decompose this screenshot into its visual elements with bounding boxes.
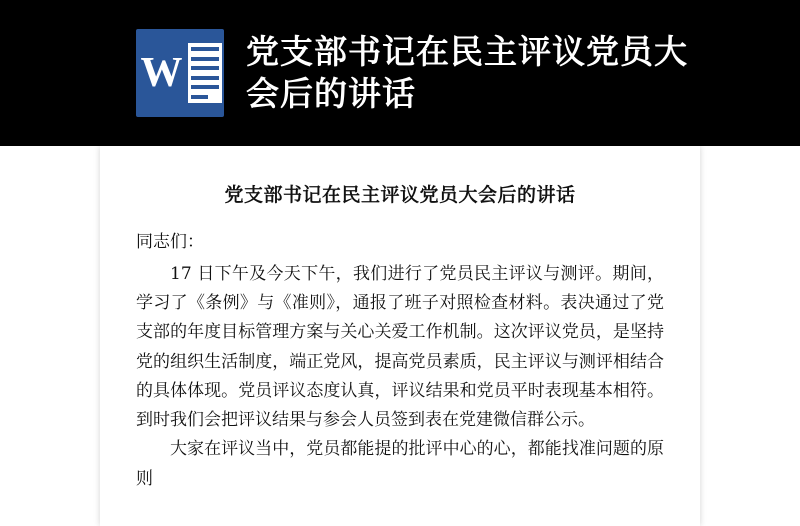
document-salutation: 同志们： [136, 232, 204, 252]
document-sheet [100, 146, 700, 526]
header-content [136, 29, 716, 117]
page-title: 党支部书记在民主评议党员大会后的讲话 [246, 32, 688, 112]
word-icon-letter: W [140, 50, 183, 96]
word-icon-lines [188, 43, 222, 103]
document-header-banner [0, 0, 800, 146]
document-paragraph-1: 17 日下午及今天下午，我们进行了党员民主评议与测评。期间，学习了《条例》与《准则》，通报了班子对照检查材料。表决通过了党支部的年度目标管理方案与关心关爱工作机制。这次评议党员，是坚持党的组织生活制度，端正党风，提高党员素质，民主评议与测评相结合的具体体现。党员评议态度认真，评议结果和党员平时表现基本相符。到时我们会把评议结果与参会人员签到表在党建微信群公示。 [136, 264, 664, 431]
document-paragraph-2: 大家在评议当中，党员都能提的批评中心的心，都能找准问题的原则 [136, 439, 664, 489]
document-title: 党支部书记在民主评议党员大会后的讲话 [224, 184, 576, 206]
word-document-icon [136, 29, 224, 117]
